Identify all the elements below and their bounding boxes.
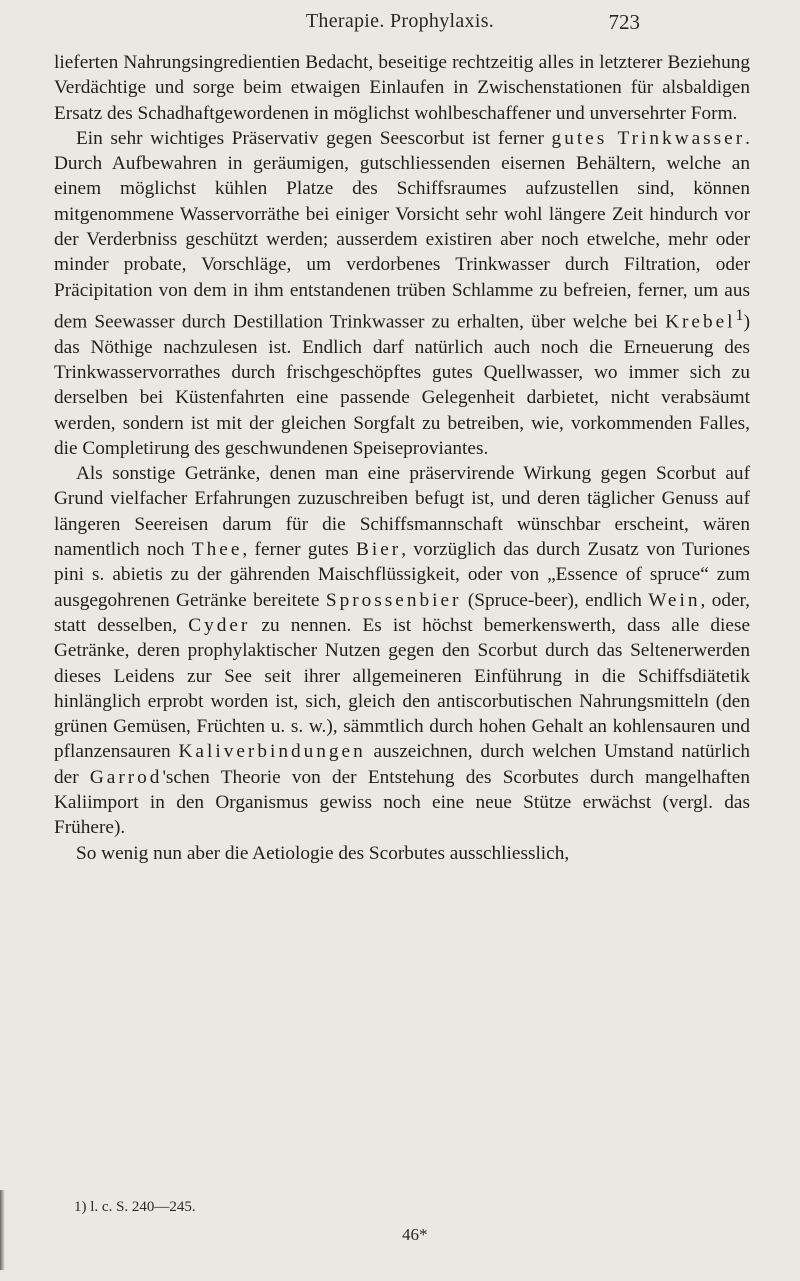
paragraph-2: Ein sehr wichtiges Präservativ gegen Seescorbut ist ferner gutes Trinkwasser. Durch Aufbewahren in geräumigen, gutschliessenden eisernen Behältern, welche an einem möglichst kühlen Platze des Schiffsraumes aufzustellen sind, können mitgenommene Wasservorräthe bei einiger Vorsicht sehr wohl längere Zeit hindurch vor der Verderbniss geschützt werden; ausserdem existiren aber noch etwelche, mehr oder minder probate, Vorschläge, um verdorbenes Trinkwasser durch Filtration, oder Präcipitation von dem in ihm entstandenen trüben Schlamme zu befreien, ferner, um aus dem Seewasser durch Destillation Trinkwasser zu erhalten, über welche bei Krebel$^1$) das Nöthige nachzulesen ist. Endlich darf natürlich auch noch die Erneuerung des Trinkwasservorrathes durch frischgeschöpftes gutes Quellwasser, wo immer sich zu derselben bei Küstenfahrten eine passende Gelegenheit darbietet, nicht verabsäumt werden, sondern ist mit der gleichen Sorgfalt zu betreiben, wie, vorkommenden Falles, die Completirung des geschwundenen Speiseproviantes. bbox=[54, 127, 750, 459]
author-garrod: Garrod bbox=[89, 766, 163, 788]
emphasis-sprossenbier: Sprossenbier bbox=[325, 589, 462, 611]
paragraph-3: Als sonstige Getränke, denen man eine präservirende Wirkung gegen Scorbut auf Grund vielfacher Erfahrungen zuzuschreiben befugt ist, und deren täglicher Genuss auf längeren Seereisen darum für die Schiffsmannschaft wünschbar erscheint, wären namentlich noch Thee, ferner gutes Bier, vorzüglich das durch Zusatz von Turiones pini s. abietis zu der gährenden Maischflüssigkeit, oder von „Essence of spruce“ zum ausgegohrenen Getränke bereitete Sprossenbier (Spruce-beer), endlich Wein, oder, statt desselben, Cyder zu nennen. Es ist höchst bemerkenswerth, dass alle diese Getränke, deren prophylaktischer Nutzen gegen den Scorbut durch das Seltenerwerden dieses Leidens zur See seit ihrer allgemeineren Einführung in die Schiffsdiätetik hinlänglich erprobt worden ist, sich, gleich den antiscorbutischen Nahrungsmitteln (den grünen Gemüsen, Früchten u. s. w.), sämmtlich durch hohen Gehalt an kohlensauren und pflanzensauren Kaliverbindungen auszeichnen, durch welchen Umstand natürlich der Garrod'schen Theorie von der Entstehung des Scorbutes durch mangelhaften Kaliimport in den Organismus gewiss noch eine neue Stütze erwächst (vergl. das Frühere). bbox=[54, 463, 751, 839]
emphasis-bier: Bier bbox=[355, 539, 402, 561]
signature-mark: 46* bbox=[402, 1225, 428, 1244]
emphasis-cyder: Cyder bbox=[188, 614, 251, 636]
paragraph-4: So wenig nun aber die Aetiologie des Scorbutes ausschliesslich, bbox=[76, 842, 570, 864]
emphasis-thee: Thee bbox=[191, 539, 243, 561]
author-krebel: Krebel bbox=[665, 311, 736, 333]
emphasis-wein: Wein bbox=[648, 589, 701, 611]
body-text bbox=[54, 50, 750, 866]
footnote: 1) l. c. S. 240—245. bbox=[74, 1199, 196, 1215]
emphasis-kaliverbindungen: Kaliverbindungen bbox=[178, 741, 366, 763]
paragraph-1: lieferten Nahrungsingredientien Bedacht, beseitige rechtzeitig alles in letzterer Beziehung Verdächtige und sorge beim etwaigen Einlaufen in Zwischenstationen für alsbaldigen Ersatz des Schadhaftgewordenen in möglichst wohlbeschaffener und unversehrter Form. bbox=[54, 52, 750, 124]
page-edge-shadow bbox=[0, 1190, 5, 1270]
emphasis-gutes-trinkwasser: gutes Trinkwasser bbox=[551, 127, 746, 149]
footnote-marker: 1 bbox=[735, 306, 744, 324]
page-header bbox=[0, 10, 800, 40]
page-number: 723 bbox=[608, 10, 640, 34]
running-head: Therapie. Prophylaxis. bbox=[305, 10, 495, 32]
